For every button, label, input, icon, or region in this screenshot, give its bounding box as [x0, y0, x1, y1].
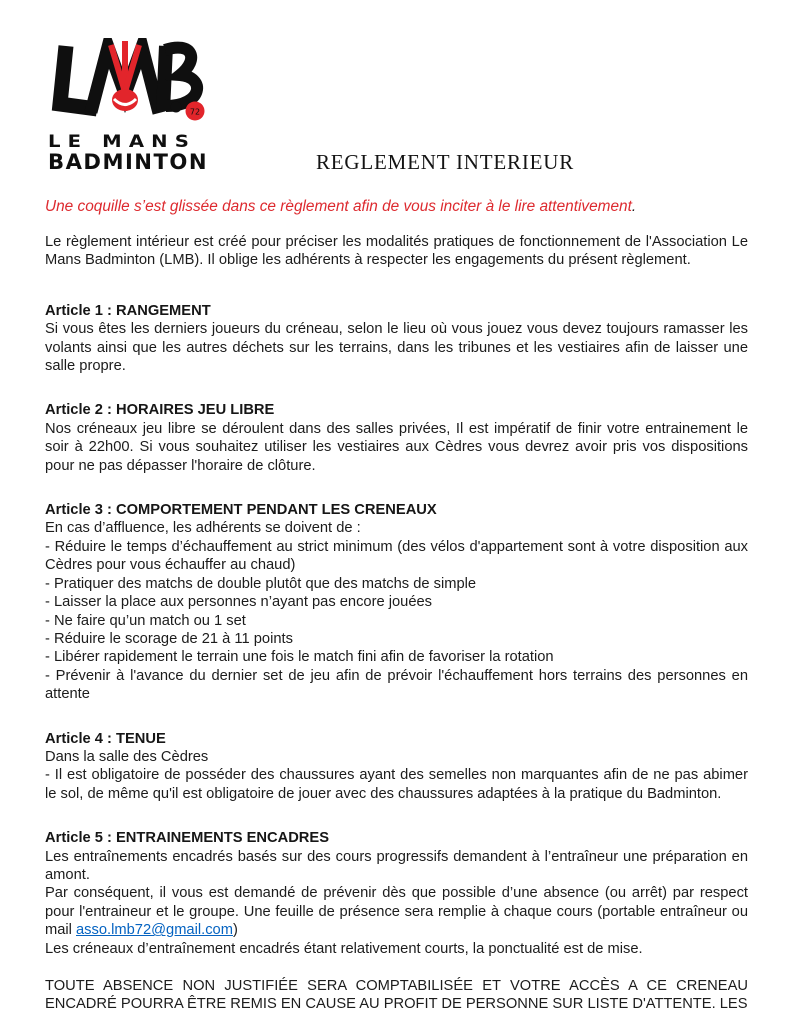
article-5-paragraph-2: [45, 884, 748, 939]
article-5-paragraph-2-post: ): [232, 922, 238, 939]
article-5-paragraph-1: Les entraînements encadrés basés sur des cours progressifs demandent à l’entraîneur une préparation en amont.: [45, 848, 748, 883]
article-4-line-1: Dans la salle des Cèdres: [45, 748, 209, 765]
article-1-heading: Article 1 : RANGEMENT: [45, 302, 211, 319]
article-4-heading: Article 4 : TENUE: [45, 730, 166, 747]
article-3-bullet-3: - Laisser la place aux personnes n’ayant pas encore jouées: [45, 594, 433, 611]
article-2-heading: Article 2 : HORAIRES JEU LIBRE: [45, 402, 275, 419]
article-3-heading: Article 3 : COMPORTEMENT PENDANT LES CRENEAUX: [45, 502, 437, 519]
notice-period: .: [631, 198, 637, 215]
article-4-line-2: - Il est obligatoire de posséder des chaussures ayant des semelles non marquantes afin de ne pas abimer le sol, de même qu'il est obligatoire de jouer avec des chaussures adaptées à la pratique du Badminton.: [45, 767, 748, 802]
document-header: [0, 0, 791, 197]
article-4: [45, 730, 748, 804]
article-3-bullet-6: - Libérer rapidement le terrain une fois le match fini afin de favoriser la rotation: [45, 649, 554, 666]
logo-wordmark-badminton: BADMINTON: [48, 150, 208, 173]
lmb-logo-graphic: [45, 38, 215, 173]
article-5-heading: Article 5 : ENTRAINEMENTS ENCADRES: [45, 830, 329, 847]
article-2-text: Nos créneaux jeu libre se déroulent dans des salles privées, Il est impératif de finir votre entrainement le soir à 22h00. Si vous souhaitez utiliser les vestiaires aux Cèdres vous devrez avoir pris vos dispositions pour ne pas dépasser l'horaire de clôture.: [45, 420, 748, 474]
email-link[interactable]: asso.lmb72@gmail.com: [76, 922, 233, 939]
article-3-bullet-4: - Ne faire qu’un match ou 1 set: [45, 612, 246, 629]
article-1: [45, 302, 748, 376]
warning-paragraph: TOUTE ABSENCE NON JUSTIFIÉE SERA COMPTABILISÉE ET VOTRE ACCÈS A CE CRENEAU ENCADRÉ POURRA ÊTRE REMIS EN CAUSE AU PROFIT DE PERSONNE SUR LISTE D'ATTENTE. LES: [45, 978, 748, 1013]
article-3-intro: En cas d’affluence, les adhérents se doivent de :: [45, 520, 361, 537]
article-3: [45, 501, 748, 703]
logo-badge-number: 72: [189, 107, 201, 117]
notice-text: Une coquille s’est glissée dans ce règlement afin de vous inciter à le lire attentivement: [45, 198, 632, 215]
article-3-bullet-2: - Pratiquer des matchs de double plutôt que des matchs de simple: [45, 575, 477, 592]
article-3-bullet-7: - Prévenir à l'avance du dernier set de jeu afin de prévoir l'échauffement hors terrains des personnes en attente: [45, 667, 748, 703]
notice-line: [45, 197, 748, 216]
article-5-paragraph-3: Les créneaux d’entraînement encadrés étant relativement courts, la ponctualité est de mise.: [45, 940, 643, 957]
page-title: REGLEMENT INTERIEUR: [316, 150, 575, 174]
document-body: [0, 197, 791, 1014]
article-5-paragraph-2-pre: Par conséquent, il vous est demandé de prévenir dès que possible d’une absence (ou arrêt) par respect pour l'entraineur et le groupe. Une feuille de présence sera remplie à chaque cours (portable entraîneur ou mail: [45, 885, 748, 939]
logo-wordmark-le-mans: LE MANS: [48, 132, 196, 151]
lmb-logo: [45, 38, 215, 173]
article-3-bullet-1: - Réduire le temps d’échauffement au strict minimum (des vélos d'appartement sont à votre disposition aux Cèdres pour vous échauffer au chaud): [45, 538, 748, 574]
article-2: [45, 401, 748, 475]
logo-badge-72: [186, 102, 205, 121]
logo-period-dot: [171, 102, 182, 113]
article-5: [45, 829, 748, 958]
intro-paragraph: Le règlement intérieur est créé pour préciser les modalités pratiques de fonctionnement de l'Association Le Mans Badminton (LMB). Il oblige les adhérents à respecter les engagements du présent règlement.: [45, 234, 748, 269]
article-3-bullet-5: - Réduire le scorage de 21 à 11 points: [45, 630, 293, 647]
article-1-text: Si vous êtes les derniers joueurs du créneau, selon le lieu où vous jouez vous devez toujours ramasser les volants ainsi que les autres déchets sur les terrains, dans les tribunes et les vestiaires afin de laisser une salle propre.: [45, 321, 748, 375]
